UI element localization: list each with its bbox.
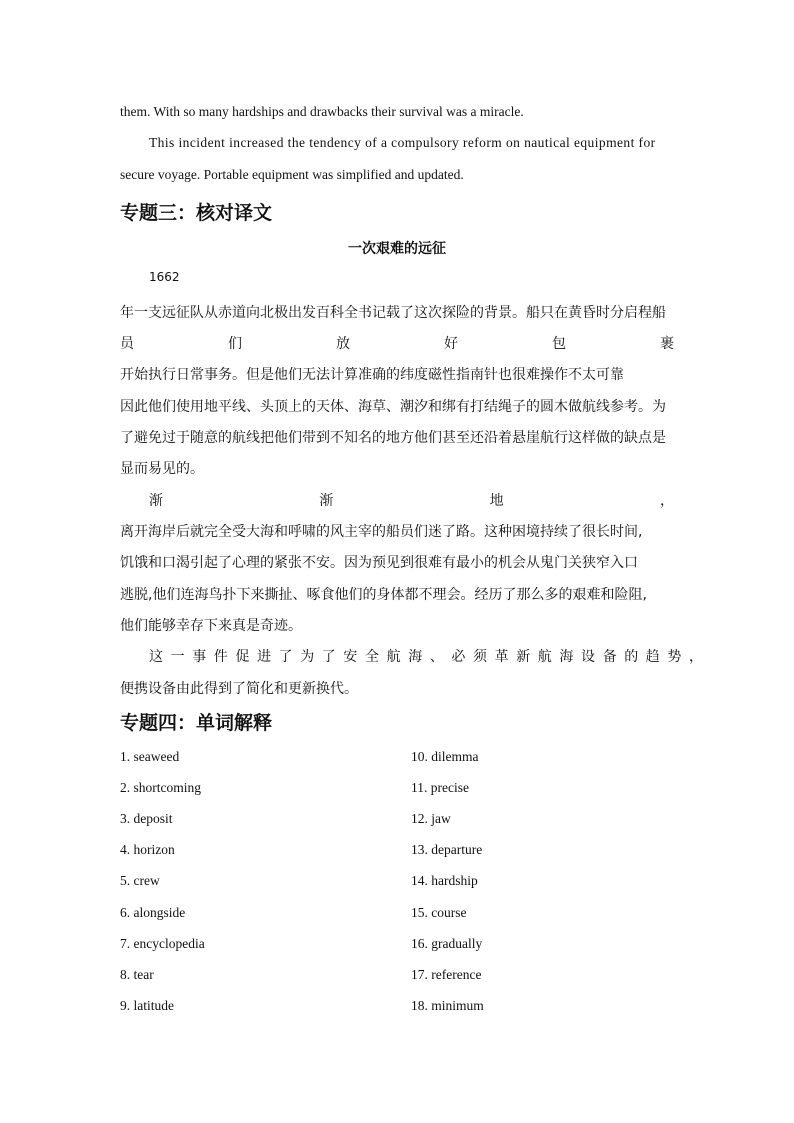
vocab-item: 14. hardship [411, 873, 478, 888]
char: 们 [228, 336, 242, 352]
translation-line: 显而易见的。 [120, 461, 204, 477]
vocab-item: 10. dilemma [411, 749, 479, 764]
vocab-item: 4. horizon [120, 842, 175, 857]
translation-line: 年一支远征队从赤道向北极出发百科全书记载了这次探险的背景。船只在黄昏时分启程船 [120, 305, 666, 321]
char: 好 [444, 336, 458, 352]
char: 地 [489, 493, 504, 509]
translation-line: 他们能够幸存下来真是奇迹。 [120, 618, 302, 634]
char: 包 [552, 336, 566, 352]
vocab-item: 18. minimum [411, 998, 484, 1013]
char: 裹 [660, 336, 674, 352]
vocab-item: 12. jaw [411, 811, 451, 826]
char: 放 [336, 336, 350, 352]
vocab-item: 5. crew [120, 873, 160, 888]
vocab-item: 7. encyclopedia [120, 936, 205, 951]
vocab-item: 15. course [411, 905, 467, 920]
vocab-item: 16. gradually [411, 936, 483, 951]
char: 渐 [149, 493, 163, 509]
translation-line: 了避免过于随意的航线把他们带到不知名的地方他们甚至还沿着悬崖航行这样做的缺点是 [120, 430, 666, 446]
passage-line [149, 135, 674, 151]
char: 渐 [319, 493, 334, 509]
translation-line: 逃脱,他们连海鸟扑下来撕扯、啄食他们的身体都不理会。经历了那么多的艰难和险阻, [120, 587, 647, 603]
vocab-item: 6. alongside [120, 905, 186, 920]
vocab-item: 17. reference [411, 967, 482, 982]
translation-title: 一次艰难的远征 [348, 241, 446, 257]
translation-line: 离开海岸后就完全受大海和呼啸的风主宰的船员们迷了路。这种困境持续了很长时间, [120, 524, 643, 540]
vocab-item: 1. seaweed [120, 749, 180, 764]
char: 员 [120, 336, 134, 352]
vocab-item: 11. precise [411, 780, 469, 795]
passage-text: This incident increased the tendency of a compulsory reform on nautical equipment for [149, 135, 656, 150]
vocab-item: 3. deposit [120, 811, 173, 826]
vocab-item: 8. tear [120, 967, 154, 982]
translation-line: 开始执行日常事务。但是他们无法计算准确的纬度磁性指南针也很难操作不太可靠 [120, 367, 624, 383]
vocab-item: 2. shortcoming [120, 780, 201, 795]
translation-line: 便携设备由此得到了简化和更新换代。 [120, 681, 358, 697]
translation-line-spaced [149, 490, 674, 510]
translation-line: 饥饿和口渴引起了心理的紧张不安。因为预见到很难有最小的机会从鬼门关狭窄入口 [120, 555, 638, 571]
vocab-item: 9. latitude [120, 998, 174, 1013]
year-text: 1662 [149, 270, 180, 284]
translation-line: 因此他们使用地平线、头顶上的天体、海草、潮汐和绑有打结绳子的圆木做航线参考。为 [120, 399, 666, 415]
section-heading-3: 专题三：核对译文 [120, 202, 273, 224]
passage-line: them. With so many hardships and drawbacks their survival was a miracle. [120, 104, 524, 119]
translation-line: 这一事件促进了为了安全航海、必须革新航海设备的趋势， [149, 649, 711, 665]
translation-line-spaced [120, 333, 674, 353]
char: ， [659, 493, 674, 509]
passage-line: secure voyage. Portable equipment was simplified and updated. [120, 167, 464, 182]
vocab-item: 13. departure [411, 842, 483, 857]
section-heading-4: 专题四：单词解释 [120, 712, 273, 734]
